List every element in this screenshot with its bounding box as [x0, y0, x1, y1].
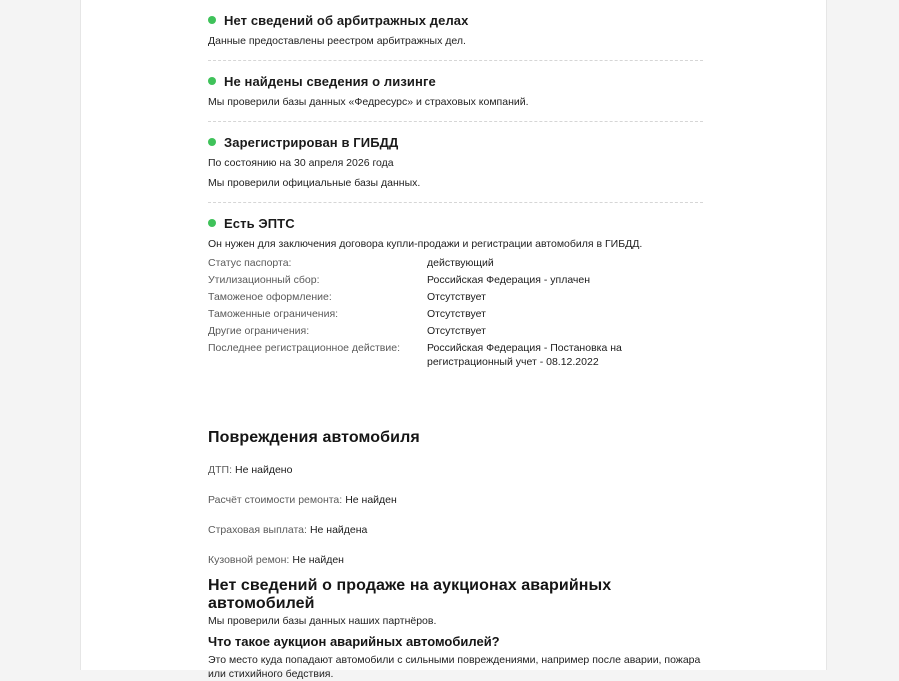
epts-detail-row: [208, 291, 703, 305]
section-title: Нет сведений о продаже на аукционах аварийных автомобилей: [208, 577, 612, 612]
detail-key: Последнее регистрационное действие:: [208, 342, 401, 354]
check-description: Мы проверили официальные базы данных.: [208, 177, 421, 189]
report-content: [208, 0, 703, 680]
damage-row: [208, 554, 703, 567]
check-title: Не найдены сведения о лизинге: [224, 73, 436, 89]
check-title: Нет сведений об арбитражных делах: [224, 12, 469, 28]
detail-key: Таможенные ограничения:: [208, 308, 339, 320]
check-arbitration: [208, 0, 703, 60]
faq-question: Что такое аукцион аварийных автомобилей?: [208, 634, 500, 649]
check-description: Данные предоставлены реестром арбитражных дел.: [208, 35, 466, 47]
check-leasing: [208, 61, 703, 121]
damage-row: [208, 524, 703, 537]
report-sheet: [80, 0, 827, 680]
epts-detail-row: [208, 342, 703, 369]
check-epts: [208, 203, 703, 385]
check-head: [208, 12, 703, 28]
status-ok-icon: [208, 77, 216, 85]
check-title: Есть ЭПТС: [224, 215, 295, 231]
detail-value: Отсутствует: [427, 291, 486, 303]
check-head: [208, 73, 703, 89]
detail-key: Таможеное оформление:: [208, 291, 332, 303]
check-description: По состоянию на 30 апреля 2026 года: [208, 157, 394, 169]
section-title: Повреждения автомобиля: [208, 429, 420, 446]
damage-section: [208, 429, 703, 567]
detail-value: Российская Федерация - уплачен: [427, 274, 591, 286]
epts-details: [208, 257, 703, 369]
damage-value: Не найдено: [235, 464, 293, 476]
check-gibdd-registration: [208, 122, 703, 202]
auction-section: [208, 577, 703, 681]
status-ok-icon: [208, 138, 216, 146]
epts-detail-row: [208, 325, 703, 339]
damage-key: ДТП:: [208, 464, 232, 476]
section-subtitle: Мы проверили базы данных наших партнёров.: [208, 615, 437, 627]
faq-answer: Это место куда попадают автомобили с сильными повреждениями, например после аварии, пожара или стихийного бедствия.: [208, 654, 701, 680]
damage-value: Не найдена: [309, 524, 368, 536]
damage-row: [208, 464, 703, 477]
status-ok-icon: [208, 219, 216, 227]
status-ok-icon: [208, 16, 216, 24]
detail-key: Другие ограничения:: [208, 325, 310, 337]
detail-value: действующий: [427, 257, 494, 269]
damage-key: Страховая выплата:: [208, 524, 307, 536]
check-description: Мы проверили базы данных «Федресурс» и страховых компаний.: [208, 96, 529, 108]
epts-detail-row: [208, 257, 703, 271]
check-head: [208, 215, 703, 231]
detail-value: Отсутствует: [427, 308, 486, 320]
damage-row: [208, 494, 703, 507]
detail-key: Утилизационный сбор:: [208, 274, 320, 286]
epts-detail-row: [208, 274, 703, 288]
damage-value: Не найден: [345, 494, 397, 506]
detail-value: Отсутствует: [427, 325, 486, 337]
epts-detail-row: [208, 308, 703, 322]
detail-value: Российская Федерация - Постановка на регистрационный учет - 08.12.2022: [427, 342, 622, 368]
check-title: Зарегистрирован в ГИБДД: [224, 134, 399, 150]
detail-key: Статус паспорта:: [208, 257, 292, 269]
damage-key: Расчёт стоимости ремонта:: [208, 494, 343, 506]
check-description: Он нужен для заключения договора купли-продажи и регистрации автомобиля в ГИБДД.: [208, 238, 643, 250]
damage-key: Кузовной ремон:: [208, 554, 290, 566]
damage-value: Не найден: [292, 554, 344, 566]
check-head: [208, 134, 703, 150]
